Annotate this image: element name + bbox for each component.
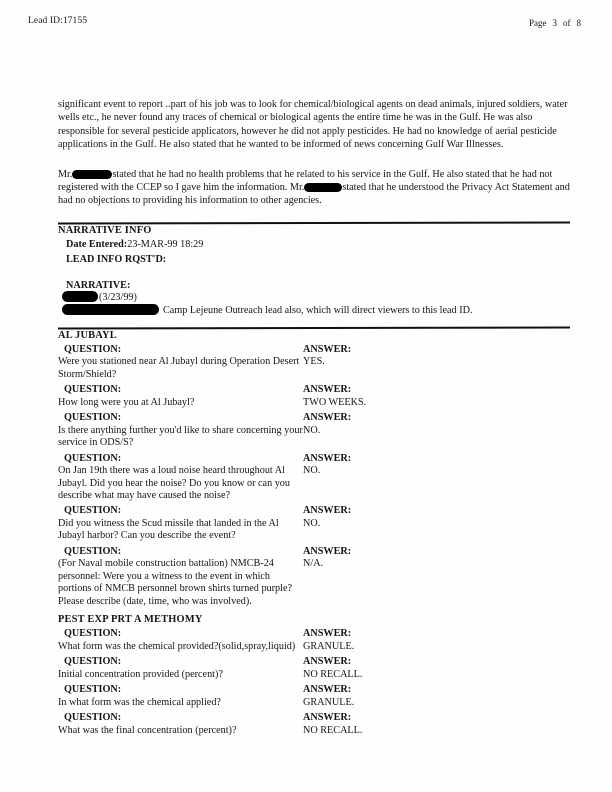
qa-row — [58, 546, 570, 608]
qa-answer-cell — [303, 656, 553, 681]
question-label: QUESTION: — [64, 628, 122, 640]
narrative-line-1 — [62, 291, 570, 304]
answer-label: ANSWER: — [303, 343, 352, 355]
qa-question-cell — [58, 656, 303, 681]
paragraph-text-part-2: stated that he had no health problems that he related to his service in the Gulf. He also stated that he had not registered with the CCEP so I gave him the information. Mr. — [58, 168, 553, 194]
qa-row — [58, 684, 570, 709]
section-title-narrative-info: NARRATIVE INFO — [58, 224, 152, 236]
qa-row — [58, 712, 570, 737]
qa-answer-cell — [303, 384, 553, 409]
qa-answer-cell — [303, 684, 553, 709]
redaction-bar-narrative-2 — [62, 304, 159, 315]
question-label: QUESTION: — [64, 505, 122, 517]
question-text: Is there anything further you'd like to share concerning your service in ODS/S? — [58, 424, 303, 449]
redaction-bar-narrative-1 — [62, 291, 98, 302]
date-entered-label: Date Entered: — [66, 238, 128, 250]
lead-id-value: 17155 — [62, 16, 88, 26]
section-narrative-info — [58, 222, 570, 317]
paragraph-narrative-summary: significant event to report ..part of his job was to look for chemical/biological agents on dead animals, injured soldiers, water wells etc., he never found any traces of chemical or biological agents the entire time he was in the Gulf. He was also responsible for several pesticide applicators, however he did not apply pesticides. He had no knowledge of aerial pesticide applications in the Gulf. He also stated that he wanted to be informed of news concerning Gulf War Illnesses. — [58, 99, 568, 151]
qa-row — [58, 656, 570, 681]
answer-text: NO. — [303, 424, 321, 436]
answer-label: ANSWER: — [303, 656, 352, 668]
question-text: What was the final concentration (percent)? — [58, 724, 237, 736]
field-lead-info-rqstd — [66, 253, 570, 266]
section-al-jubayl — [58, 327, 570, 608]
date-entered-value: 23-MAR-99 18:29 — [127, 238, 204, 250]
field-date-entered — [66, 238, 570, 251]
qa-row — [58, 412, 570, 449]
question-text: Initial concentration provided (percent)? — [58, 668, 223, 680]
answer-text: YES. — [303, 356, 325, 368]
answer-text: NO RECALL. — [303, 668, 363, 680]
page-total: 8 — [576, 18, 581, 28]
qa-answer-cell — [303, 453, 553, 478]
answer-text: TWO WEEKS. — [303, 396, 367, 408]
qa-question-cell — [58, 453, 303, 503]
lead-id — [28, 16, 87, 26]
question-text: Were you stationed near Al Jubayl during Operation Desert Storm/Shield? — [58, 356, 300, 380]
lead-info-rqstd-label: LEAD INFO RQST'D: — [66, 253, 167, 265]
qa-answer-cell — [303, 712, 553, 737]
answer-label: ANSWER: — [303, 384, 352, 396]
page-current: 3 — [552, 18, 557, 28]
qa-row — [58, 628, 570, 653]
question-label: QUESTION: — [64, 452, 122, 464]
qa-question-cell — [58, 684, 303, 709]
narrative-line-2 — [62, 304, 570, 317]
paragraph-text-part-1: Mr. — [58, 168, 73, 180]
qa-row — [58, 384, 570, 409]
answer-label: ANSWER: — [303, 545, 352, 557]
paragraph-health-statement — [58, 168, 570, 208]
page-word: Page — [529, 18, 547, 28]
question-label: QUESTION: — [64, 545, 122, 557]
answer-label: ANSWER: — [303, 412, 352, 424]
qa-answer-cell — [303, 412, 553, 437]
answer-label: ANSWER: — [303, 505, 352, 517]
qa-row — [58, 505, 570, 542]
lead-id-label: Lead ID: — [28, 16, 63, 26]
question-text: On Jan 19th there was a loud noise heard throughout Al Jubayl. Did you hear the noise? Do you know or can you describe what may have caused the noise? — [58, 465, 290, 502]
qa-row — [58, 453, 570, 503]
answer-label: ANSWER: — [303, 684, 352, 696]
qa-question-cell — [58, 505, 303, 542]
narrative-label: NARRATIVE: — [66, 279, 131, 291]
question-text: In what form was the chemical applied? — [58, 696, 221, 708]
question-label: QUESTION: — [64, 712, 122, 724]
answer-text: N/A. — [303, 558, 324, 570]
question-text: Did you witness the Scud missile that landed in the Al Jubayl harbor? Can you describe the event? — [58, 518, 279, 542]
qa-question-cell — [58, 384, 303, 409]
question-text: (For Naval mobile construction battalion) NMCB-24 personnel: Were you a witness to the event in which portions of NMCB personnel brown shirts turned purple? Please describe (date, time, who was involved). — [58, 558, 292, 607]
answer-text: GRANULE. — [303, 696, 355, 708]
qa-question-cell — [58, 546, 303, 608]
qa-answer-cell — [303, 505, 553, 530]
paragraph-text-part-3: stated that he understood the Privacy Act Statement and had no objections to providing his information to other agencies. — [58, 182, 570, 207]
answer-label: ANSWER: — [303, 452, 352, 464]
qa-row — [58, 344, 570, 381]
question-label: QUESTION: — [64, 656, 122, 668]
question-text: How long were you at Al Jubayl? — [58, 396, 195, 408]
question-label: QUESTION: — [64, 384, 122, 396]
section-title-al-jubayl: AL JUBAYL — [58, 329, 117, 341]
section-pest-exp — [58, 614, 570, 737]
narrative-date: (3/23/99) — [99, 291, 137, 303]
qa-answer-cell — [303, 628, 553, 653]
qa-question-cell — [58, 412, 303, 449]
qa-question-cell — [58, 712, 303, 737]
qa-question-cell — [58, 344, 303, 381]
question-label: QUESTION: — [64, 412, 122, 424]
question-label: QUESTION: — [64, 684, 122, 696]
answer-text: GRANULE. — [303, 640, 355, 652]
redaction-bar-name-2 — [304, 183, 342, 192]
qa-question-cell — [58, 628, 303, 653]
answer-label: ANSWER: — [303, 628, 352, 640]
page-of-word: of — [563, 18, 571, 28]
page-running-head — [0, 16, 612, 32]
narrative-text: Camp Lejeune Outreach lead also, which will direct viewers to this lead ID. — [163, 304, 473, 316]
answer-text: NO. — [303, 465, 321, 477]
answer-text: NO. — [303, 518, 321, 530]
answer-text: NO RECALL. — [303, 724, 363, 736]
page-number — [526, 18, 584, 28]
redaction-bar-name-1 — [72, 170, 112, 179]
qa-answer-cell — [303, 546, 553, 571]
answer-label: ANSWER: — [303, 712, 352, 724]
qa-answer-cell — [303, 344, 553, 369]
section-title-pest-exp: PEST EXP PRT A METHOMY — [58, 614, 203, 626]
question-label: QUESTION: — [64, 343, 122, 355]
document-body — [58, 98, 570, 737]
question-text: What form was the chemical provided?(solid,spray,liquid) — [58, 640, 296, 652]
